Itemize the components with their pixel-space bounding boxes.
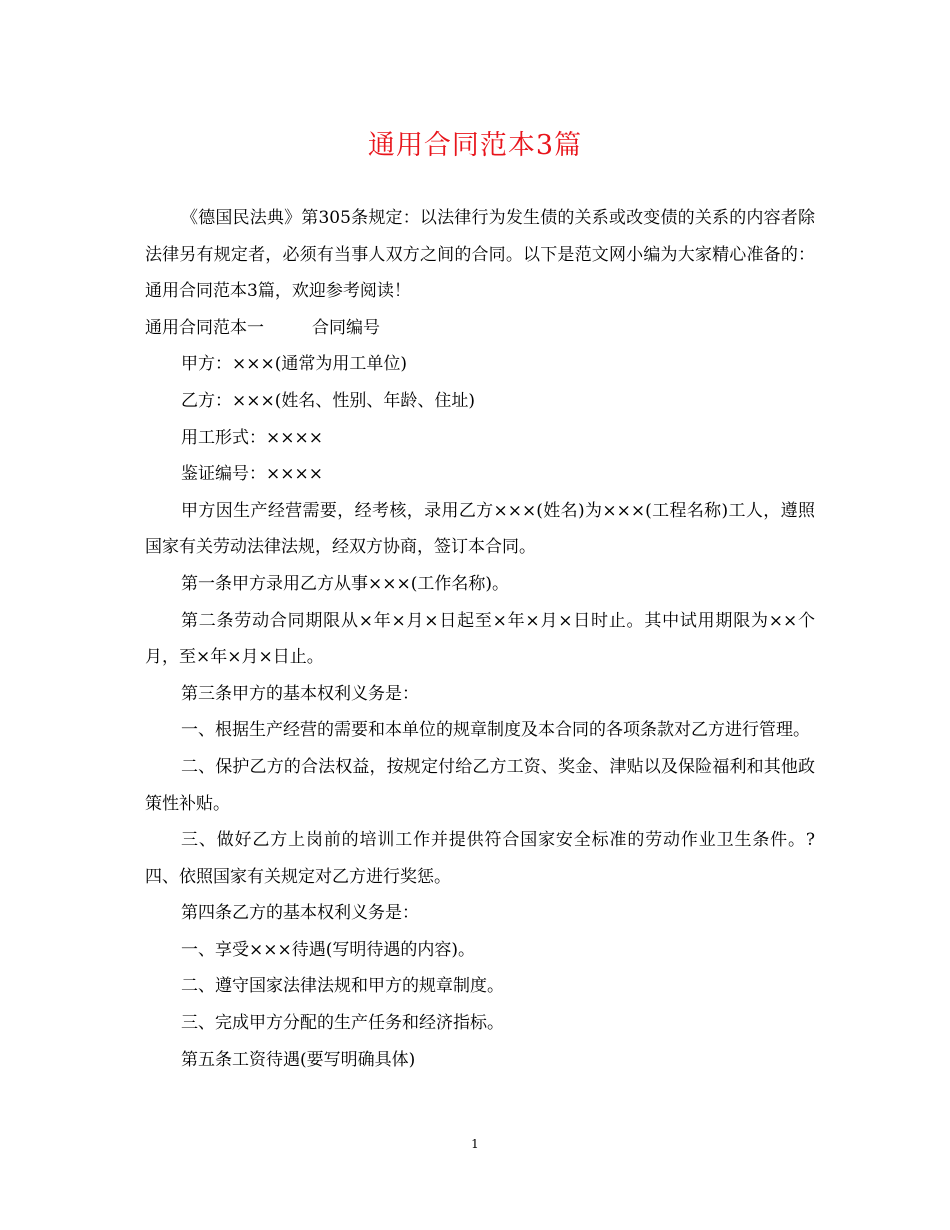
document-body xyxy=(145,200,815,1078)
section-heading-line xyxy=(145,310,815,347)
paragraph-party-b: 乙方：×××(姓名、性别、年龄、住址) xyxy=(181,390,475,411)
paragraph-article-4-item-2: 二、遵守国家法律法规和甲方的规章制度。 xyxy=(181,976,504,997)
section-heading: 通用合同范本一 xyxy=(145,317,264,338)
paragraph-article-4-item-3: 三、完成甲方分配的生产任务和经济指标。 xyxy=(181,1013,504,1034)
intro-paragraph: 《德国民法典》第305条规定：以法律行为发生债的关系或改变债的关系的内容者除法律另有规定者，必须有当事人双方之间的合同。以下是范文网小编为大家精心准备的：通用合同范本3篇，欢迎参考阅读！ xyxy=(145,208,815,302)
paragraph-article-1: 第一条甲方录用乙方从事×××(工作名称)。 xyxy=(181,573,509,594)
paragraph-article-4-item-1: 一、享受×××待遇(写明待遇的内容)。 xyxy=(181,939,475,960)
paragraph-preamble: 甲方因生产经营需要，经考核，录用乙方×××(姓名)为×××(工程名称)工人，遵照国家有关劳动法律法规，经双方协商，签订本合同。 xyxy=(145,500,815,558)
paragraph-article-2: 第二条劳动合同期限从×年×月×日起至×年×月×日时止。其中试用期限为××个月，至×年×月×日止。 xyxy=(145,610,815,668)
paragraph-article-3-item-3: 三、做好乙方上岗前的培训工作并提供符合国家安全标准的劳动作业卫生条件。?四、依照国家有关规定对乙方进行奖惩。 xyxy=(145,830,815,887)
paragraph-article-3-item-1: 一、根据生产经营的需要和本单位的规章制度及本合同的各项条款对乙方进行管理。 xyxy=(181,720,810,741)
paragraph-article-4: 第四条乙方的基本权利义务是： xyxy=(181,903,419,924)
document-title: 通用合同范本3篇 xyxy=(367,130,583,161)
paragraph-article-3-item-2: 二、保护乙方的合法权益，按规定付给乙方工资、奖金、津贴以及保险福利和其他政策性补贴。 xyxy=(145,756,815,814)
paragraph-employment-form: 用工形式：×××× xyxy=(181,427,323,448)
paragraph-article-3: 第三条甲方的基本权利义务是： xyxy=(181,683,419,704)
paragraph-party-a: 甲方：×××(通常为用工单位) xyxy=(181,354,407,375)
paragraph-article-5: 第五条工资待遇(要写明确具体) xyxy=(181,1049,416,1070)
contract-number-label: 合同编号 xyxy=(312,317,380,338)
page-number: 1 xyxy=(471,1137,479,1151)
paragraph-verification-number: 鉴证编号：×××× xyxy=(181,464,323,485)
